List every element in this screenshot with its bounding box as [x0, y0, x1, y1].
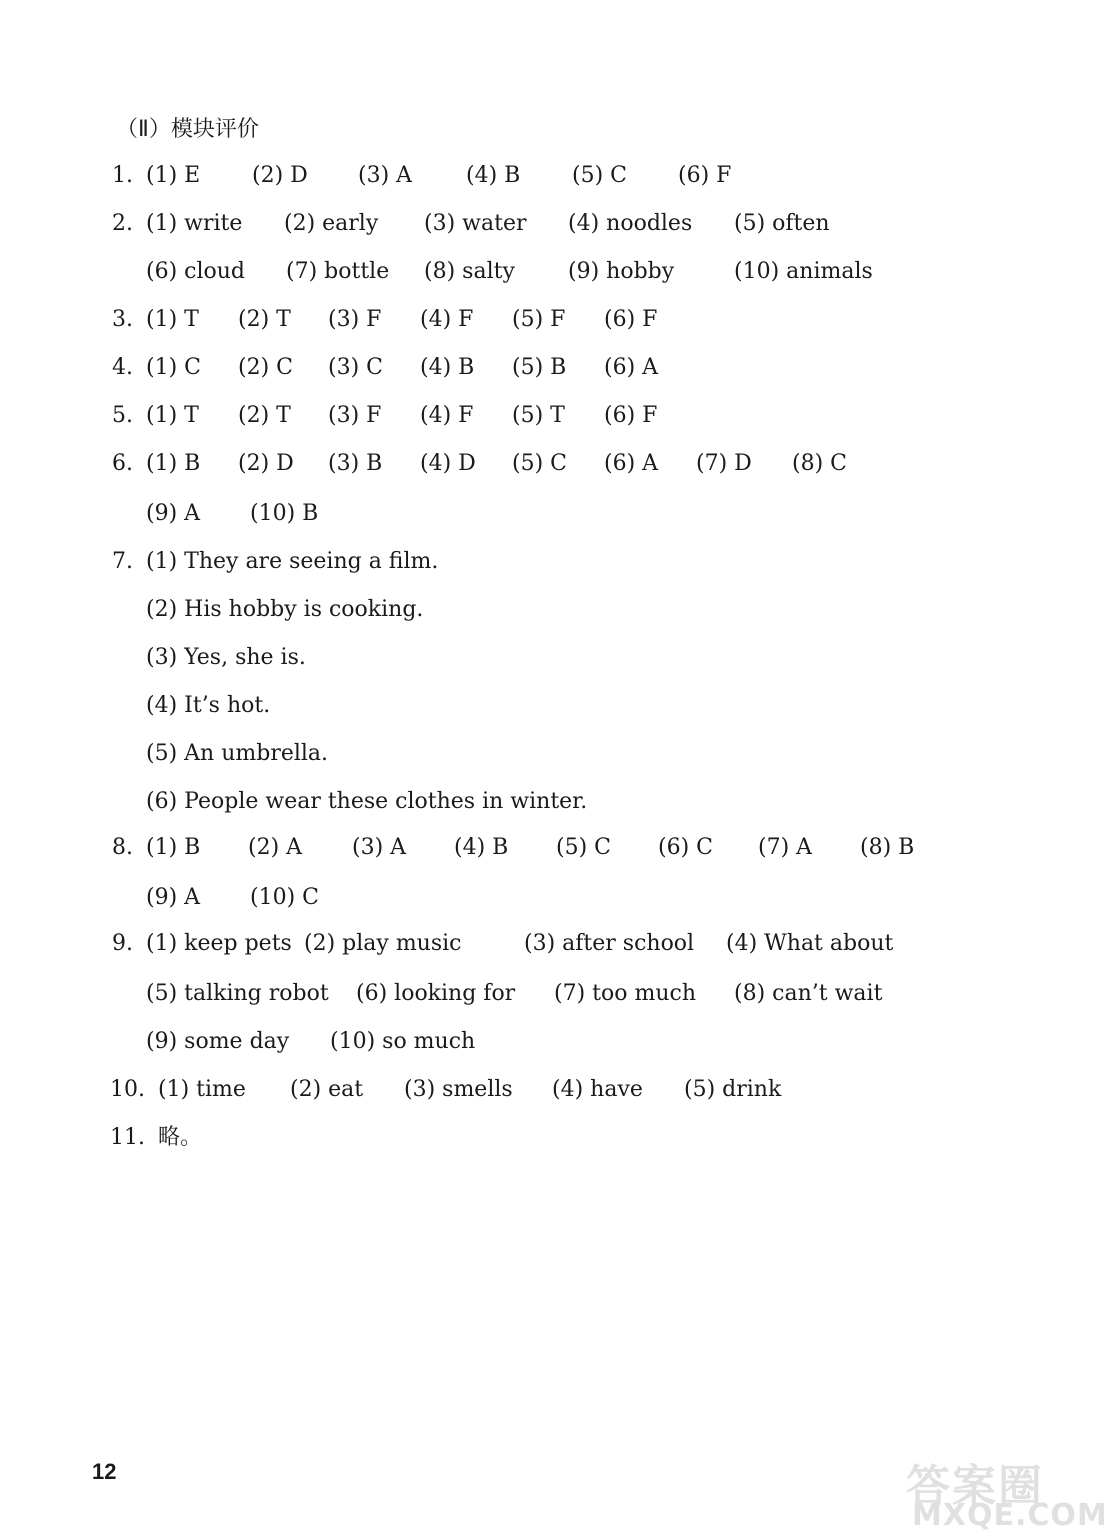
answer-item: (3) after school [524, 931, 695, 956]
answer-line [0, 924, 1083, 964]
answer-line [0, 444, 1083, 484]
answer-item: (5) C [512, 451, 567, 476]
answer-item: (1) write [146, 211, 243, 236]
answer-item: (1) keep pets [146, 931, 292, 956]
answer-item: (7) too much [554, 981, 697, 1006]
answer-item: (4) What about [726, 931, 894, 956]
answer-line [0, 974, 1083, 1014]
answer-item: (4) have [552, 1077, 643, 1102]
answer-line [0, 1118, 1083, 1158]
answer-item: (2) D [252, 163, 308, 188]
question-number: 3. [112, 307, 133, 332]
answer-item: (3) F [328, 307, 382, 332]
answer-item: (7) bottle [286, 259, 390, 284]
answer-item: (10) C [250, 885, 319, 910]
answer-line [0, 1070, 1083, 1110]
answer-line [0, 300, 1083, 340]
watermark-logo [898, 1448, 1108, 1534]
answer-item: (2) D [238, 451, 294, 476]
answer-item: (1) T [146, 403, 199, 428]
answer-item: (8) B [860, 835, 915, 860]
answer-item: (2) C [238, 355, 293, 380]
answer-item: (5) T [512, 403, 565, 428]
answer-item: (5) F [512, 307, 566, 332]
answer-item: (1) B [146, 451, 201, 476]
answer-item: (8) salty [424, 259, 515, 284]
question-number: 8. [112, 835, 133, 860]
answer-item: (6) cloud [146, 259, 246, 284]
answer-item: (5) drink [684, 1077, 782, 1102]
answer-item: (1) time [158, 1077, 246, 1102]
answer-item: (1) They are seeing a film. [146, 549, 439, 574]
answer-item: (4) noodles [568, 211, 693, 236]
answer-line [0, 590, 1083, 630]
watermark-bottom-text: MXQE.COM [912, 1498, 1108, 1533]
answer-line [0, 348, 1083, 388]
question-number: 7. [112, 549, 133, 574]
answer-line [0, 828, 1083, 868]
answer-line [0, 494, 1083, 534]
answer-item: (2) eat [290, 1077, 364, 1102]
answer-item: (6) A [604, 451, 659, 476]
answer-line [0, 156, 1083, 196]
answer-line [0, 1022, 1083, 1062]
question-number: 4. [112, 355, 133, 380]
answer-item: (10) animals [734, 259, 873, 284]
answer-item: (4) F [420, 307, 474, 332]
answer-item: 略。 [158, 1125, 203, 1150]
answer-item: (9) A [146, 501, 201, 526]
answer-item: (5) B [512, 355, 567, 380]
answer-item: (9) A [146, 885, 201, 910]
answer-line [0, 878, 1083, 918]
answer-line [0, 542, 1083, 582]
answer-item: (2) play music [304, 931, 462, 956]
question-number: 11. [110, 1125, 145, 1150]
answer-line [0, 686, 1083, 726]
answer-item: (7) D [696, 451, 752, 476]
answer-item: (5) C [556, 835, 611, 860]
question-number: 2. [112, 211, 133, 236]
answer-item: (6) People wear these clothes in winter. [146, 789, 588, 814]
answer-line [0, 782, 1083, 822]
answer-line [0, 638, 1083, 678]
answer-item: (1) T [146, 307, 199, 332]
answer-item: (8) C [792, 451, 847, 476]
answer-item: (2) T [238, 307, 291, 332]
answer-item: (4) B [454, 835, 509, 860]
answer-item: (5) talking robot [146, 981, 329, 1006]
watermark-top-text: 答案圈 [906, 1461, 1044, 1512]
answer-item: (1) E [146, 163, 201, 188]
answer-item: (2) T [238, 403, 291, 428]
answer-item: (3) water [424, 211, 527, 236]
answer-item: (6) C [658, 835, 713, 860]
answer-item: (4) B [466, 163, 521, 188]
answer-item: (5) C [572, 163, 627, 188]
answer-item: (3) A [352, 835, 407, 860]
answer-line [0, 396, 1083, 436]
question-number: 9. [112, 931, 133, 956]
answer-item: (3) A [358, 163, 413, 188]
answer-line [0, 204, 1083, 244]
answer-item: (5) often [734, 211, 830, 236]
answer-item: (9) hobby [568, 259, 675, 284]
answer-item: (2) early [284, 211, 379, 236]
answer-item: (10) so much [330, 1029, 476, 1054]
answer-item: (4) It’s hot. [146, 693, 271, 718]
answer-item: (1) C [146, 355, 201, 380]
question-number: 1. [112, 163, 133, 188]
answer-item: (3) B [328, 451, 383, 476]
answer-item: (4) B [420, 355, 475, 380]
answer-item: (10) B [250, 501, 319, 526]
answer-item: (3) Yes, she is. [146, 645, 306, 670]
answer-item: (1) B [146, 835, 201, 860]
page-number: 12 [92, 1459, 117, 1484]
answer-item: (2) A [248, 835, 303, 860]
answer-item: (6) F [604, 307, 658, 332]
answer-item: (8) can’t wait [734, 981, 883, 1006]
answer-item: (6) A [604, 355, 659, 380]
answer-item: (3) smells [404, 1077, 513, 1102]
answer-item: (6) F [678, 163, 732, 188]
answer-item: (3) C [328, 355, 383, 380]
answer-item: (5) An umbrella. [146, 741, 329, 766]
answer-item: (6) F [604, 403, 658, 428]
question-number: 5. [112, 403, 133, 428]
answer-item: (7) A [758, 835, 813, 860]
answer-item: (2) His hobby is cooking. [146, 597, 424, 622]
question-number: 10. [110, 1077, 145, 1102]
answer-item: (6) looking for [356, 981, 516, 1006]
answer-item: (4) F [420, 403, 474, 428]
section-title: （Ⅱ）模块评价 [116, 117, 259, 142]
question-number: 6. [112, 451, 133, 476]
answer-line [0, 734, 1083, 774]
answer-item: (3) F [328, 403, 382, 428]
answer-item: (4) D [420, 451, 476, 476]
answer-item: (9) some day [146, 1029, 290, 1054]
answer-line [0, 252, 1083, 292]
